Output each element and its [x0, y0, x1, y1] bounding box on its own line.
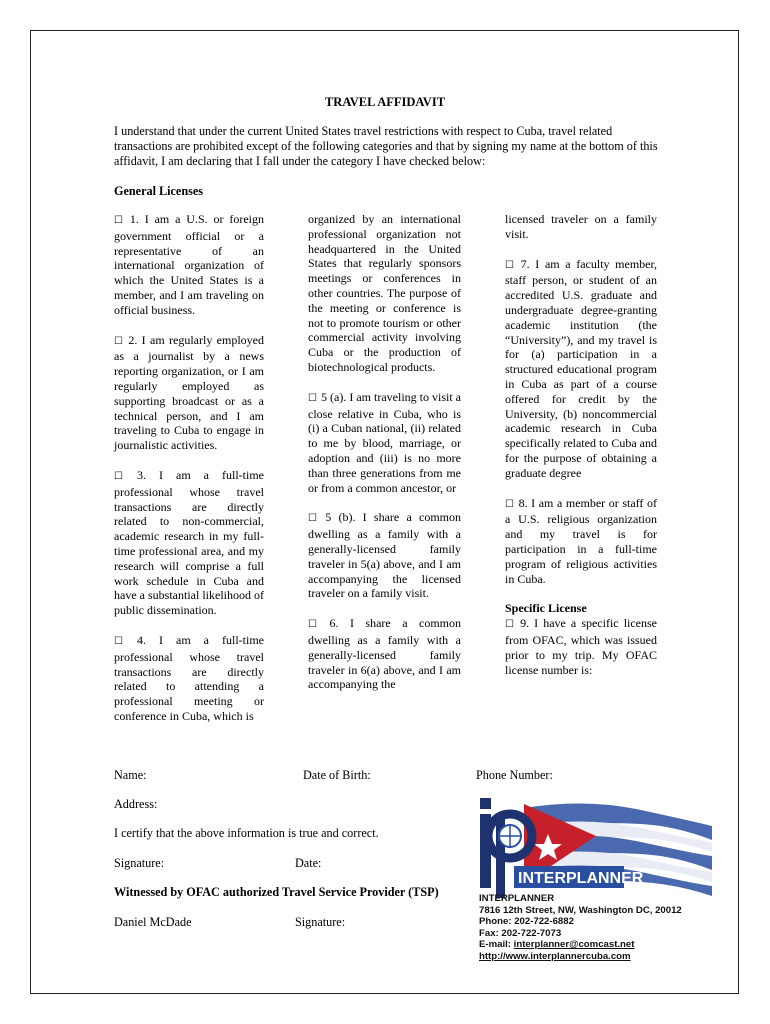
phone-field-label[interactable]: Phone Number:	[476, 768, 553, 782]
checkbox-icon[interactable]: ☐	[308, 392, 317, 404]
email-link[interactable]: interplanner@comcast.net	[513, 939, 635, 951]
item-5a-text: 5 (a). I am traveling to visit a close relative in Cuba, who is (i) a Cuban national, (ii) related to me by blood, marriage, or adoption and (iii) is no more than three generations from me or from a common ancestor, or	[308, 389, 461, 495]
item-9	[505, 616, 657, 677]
item-4-text: 4. I am a full-time professional whose travel transactions are directly related to attending a professional meeting or conference in Cuba, which is	[114, 632, 264, 723]
specific-license-heading: Specific License	[505, 601, 587, 616]
item-8-text: 8. I am a member or staff of a U.S. religious organization and my travel is for participation in a full-time program of religious activities in Cuba.	[505, 495, 657, 586]
checkbox-icon[interactable]: ☐	[505, 259, 514, 271]
column-2	[308, 212, 461, 692]
item-2	[114, 333, 264, 453]
item-6-text: 6. I share a common dwelling as a family with a generally-licensed family traveler in 6(a) above, and I am accompanying the	[308, 616, 462, 692]
column-3	[505, 212, 657, 677]
item-5a	[308, 390, 461, 496]
column-1	[114, 212, 264, 724]
item-5b	[308, 510, 461, 601]
company-website	[479, 951, 682, 963]
checkbox-icon[interactable]: ☐	[114, 470, 123, 482]
checkbox-icon[interactable]: ☐	[505, 498, 514, 510]
item-7	[505, 257, 657, 481]
date-field-label[interactable]: Date:	[295, 856, 322, 870]
signature-field-label[interactable]: Signature:	[114, 856, 165, 870]
intro-paragraph: I understand that under the current United States travel restrictions with respect to Cuba, travel related transactions are prohibited except of the following categories and that by signing my name at the bottom of this affidavit, I am declaring that I fall under the category I have checked below:	[114, 124, 658, 168]
item-2-text: 2. I am regularly employed as a journalist by a news reporting organization, or I am regularly employed as supporting broadcast or as a technical person, and I am traveling to Cuba to engage in journalistic activities.	[114, 332, 264, 453]
company-email: E-mail: interplanner@comcast.net	[479, 939, 635, 951]
checkbox-icon[interactable]: ☐	[308, 513, 317, 525]
dob-field-label[interactable]: Date of Birth:	[303, 768, 371, 782]
item-6	[308, 616, 461, 692]
contact-block	[479, 893, 682, 963]
company-address: 7816 12th Street, NW, Washington DC, 20012	[479, 904, 682, 916]
item-1	[114, 212, 264, 318]
witness-signature-label[interactable]: Signature:	[295, 915, 346, 929]
item-5b-text: 5 (b). I share a common dwelling as a family with a generally-licensed family traveler in 5(a) above, and I am accompanying the licensed traveler on a family visit.	[308, 510, 461, 601]
witness-name: Daniel McDade	[114, 915, 192, 929]
checkbox-icon[interactable]: ☐	[114, 335, 123, 347]
item-7-text: 7. I am a faculty member, staff person, or student of an accredited U.S. graduate and undergraduate degree-granting academic institution (the “University”), and my travel is for (a) participation in a structured educational program in Cuba as part of a course offered for credit by the University, (b) noncommercial academic research in Cuba specifically related to Cuba and for the purpose of obtaining a graduate degree	[505, 256, 658, 480]
checkbox-icon[interactable]: ☐	[114, 635, 123, 647]
company-phone: Phone: 202-722-6882	[479, 916, 574, 928]
document-title: TRAVEL AFFIDAVIT	[324, 95, 446, 109]
checkbox-icon[interactable]: ☐	[505, 619, 514, 631]
wordmark-text: INTERPLANNER	[518, 870, 644, 887]
item-3-text: 3. I am a full-time professional whose travel transactions are directly related to non-commercial, academic research in my full-time professional area, and my research will comprise a full work schedule in Cuba and have a substantial likelihood of public dissemination.	[114, 467, 264, 618]
item-8	[505, 496, 657, 587]
checkbox-icon[interactable]: ☐	[308, 619, 317, 631]
item-4-continued: organized by an international professional organization not headquartered in the United States that regularly sponsors meetings or conferences in other countries. The purpose of the meeting or conference is not to promote tourism or other commercial activity involving Cuba or the production of biotechnological products.	[308, 212, 461, 374]
item-4	[114, 633, 264, 724]
name-field-label[interactable]: Name:	[114, 768, 147, 782]
general-licenses-heading: General Licenses	[114, 184, 204, 198]
item-3	[114, 468, 264, 618]
item-9-text: 9. I have a specific license from OFAC, which was issued prior to my trip. My OFAC license number is:	[505, 616, 658, 677]
checkbox-icon[interactable]: ☐	[114, 215, 123, 226]
company-name: INTERPLANNER	[479, 893, 555, 904]
item-6-continued: licensed traveler on a family visit.	[505, 212, 657, 241]
witness-heading: Witnessed by OFAC authorized Travel Service Provider (TSP)	[114, 885, 439, 899]
address-field-label[interactable]: Address:	[114, 797, 158, 811]
certify-statement: I certify that the above information is true and correct.	[114, 826, 379, 840]
company-fax: Fax: 202-722-7073	[479, 927, 562, 939]
item-1-text: 1. I am a U.S. or foreign government official or a representative of an international organization of which the United States is a member, and I am traveling on official business.	[114, 212, 264, 317]
website-link[interactable]: http://www.interplannercuba.com	[479, 950, 631, 962]
